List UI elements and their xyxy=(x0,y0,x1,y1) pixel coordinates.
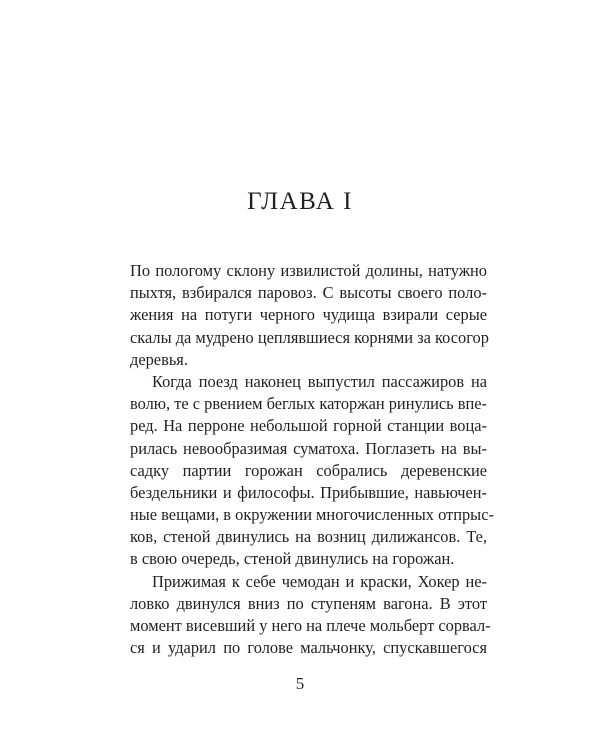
text-line: ред. На перроне небольшой горной станции воца- xyxy=(130,416,487,436)
text-line: рилась невообразимая суматоха. Поглазеть на вы- xyxy=(130,438,487,458)
text-line: скалы да мудрено цеплявшиеся корнями за косогор xyxy=(130,327,489,347)
paragraph-1 xyxy=(130,260,487,371)
text-line: ков, стеной двинулись на возниц дилижансов. Те, xyxy=(130,527,487,547)
page-number: 5 xyxy=(295,674,305,693)
text-line: момент висевший у него на плече мольберт сорвал- xyxy=(130,616,491,635)
text-line: По пологому склону извилистой долины, натужно xyxy=(130,261,487,280)
text-line: деревья. xyxy=(130,349,188,369)
text-line: в свою очередь, стеной двинулись на горожан. xyxy=(130,549,455,569)
text-line: Прижимая к себе чемодан и краски, Хокер не- xyxy=(152,571,487,591)
text-line: жения на потуги черного чудища взирали серые xyxy=(130,305,487,325)
text-line: пыхтя, взбирался паровоз. С высоты своего поло- xyxy=(130,283,487,303)
text-line: Когда поезд наконец выпустил пассажиров на xyxy=(152,371,487,391)
paragraph-3 xyxy=(130,571,491,660)
text-line: волю, те с рвением беглых каторжан ринулись впе- xyxy=(130,394,487,414)
chapter-title: ГЛАВА I xyxy=(247,188,353,215)
paragraph-2 xyxy=(130,371,494,571)
text-line: ловко двинулся вниз по ступеням вагона. В этот xyxy=(130,593,487,613)
body-text xyxy=(130,260,494,659)
text-line: ся и ударил по голове мальчонку, спускавшегося xyxy=(130,638,487,658)
text-line: ные вещами, в окружении многочисленных отпрыс- xyxy=(130,505,494,525)
text-line: бездельники и философы. Прибывшие, навьючен- xyxy=(130,482,487,502)
text-line: садку партии горожан собрались деревенские xyxy=(130,460,487,480)
